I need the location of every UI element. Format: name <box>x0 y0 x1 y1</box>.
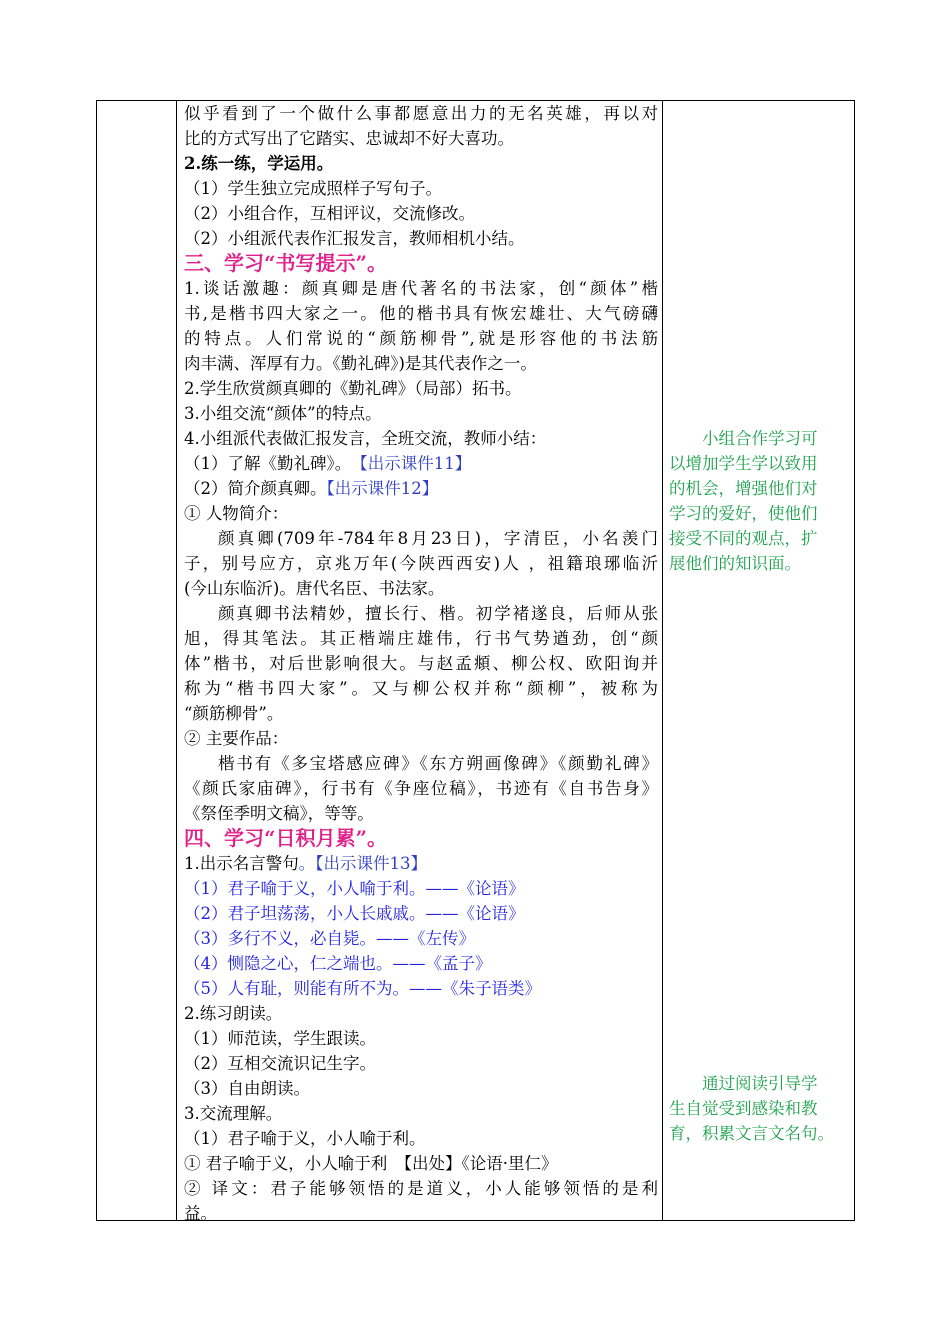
text-line: （1）君子喻于义，小人喻于利。 <box>184 1129 426 1148</box>
text-line: 的特点。人们常说的“颜筋柳骨”,就是形容他的书法筋 <box>184 329 658 348</box>
text-line: ① 君子喻于义，小人喻于利 【出处】《论语·里仁》 <box>184 1154 558 1173</box>
text-line: 1.谈话激趣：颜真卿是唐代著名的书法家，创“颜体”楷 <box>184 279 658 298</box>
lesson-table <box>96 100 855 1221</box>
text-line: 比的方式写出了它踏实、忠诚却不好大喜功。 <box>184 129 514 148</box>
text-line: （2）小组合作，互相评议，交流修改。 <box>184 204 475 223</box>
text-line: 似乎看到了一个做什么事都愿意出力的无名英雄，再以对 <box>184 104 658 123</box>
text-line: 颜真卿(709年-784年8月23日)，字清臣，小名羡门 <box>218 529 658 548</box>
text-line: 2.练一练，学运用。 <box>184 154 334 173</box>
courseware-ref: 。【出示课件13】 <box>298 854 427 873</box>
text-line: （5）人有耻，则能有所不为。——《朱子语类》 <box>184 979 541 998</box>
text-line: ① 人物简介： <box>184 504 289 523</box>
note-line: 生自觉受到感染和教 <box>669 1099 818 1118</box>
text-line: (今山东临沂)。唐代名臣、书法家。 <box>184 579 445 598</box>
note-line: 育，积累文言文名句。 <box>669 1124 834 1143</box>
courseware-ref: 【出示课件12】 <box>326 479 439 498</box>
note-line: 接受不同的观点，扩 <box>669 529 818 548</box>
section-heading: 四、学习“日积月累”。 <box>184 826 388 850</box>
text-line: （1）了解《勤礼碑》。 【出示课件11】 <box>184 454 472 473</box>
note-line: 通过阅读引导学 <box>669 1074 818 1093</box>
note-line: 学习的爱好，使他们 <box>669 504 818 523</box>
text-line: 《祭侄季明文稿》，等等。 <box>184 804 374 823</box>
text-line: ② 主要作品： <box>184 729 289 748</box>
text-line: 3.交流理解。 <box>184 1104 283 1123</box>
text-line: 书,是楷书四大家之一。他的楷书具有恢宏雄壮、大气磅礴 <box>184 304 658 323</box>
text-line: （2）简介颜真卿。【出示课件12】 <box>184 479 439 498</box>
text-line: 益。 <box>184 1204 217 1223</box>
courseware-ref: 【出示课件11】 <box>343 454 472 473</box>
notes-column <box>663 101 853 1220</box>
text-line: （3）多行不义，必自毙。——《左传》 <box>184 929 475 948</box>
text-line: 《颜氏家庙碑》，行书有《争座位稿》，书迹有《自书告身》 <box>184 779 658 798</box>
text-line: （4）恻隐之心，仁之端也。——《孟子》 <box>184 954 492 973</box>
note-line: 以增加学生学以致用 <box>669 454 818 473</box>
text-line: “颜筋柳骨”。 <box>184 704 284 723</box>
main-content-column <box>177 101 663 1223</box>
text-line: 楷书有《多宝塔感应碑》《东方朔画像碑》《颜勤礼碑》 <box>218 754 658 773</box>
text-line: 肉丰满、浑厚有力。《勤礼碑》)是其代表作之一。 <box>184 354 537 373</box>
design-note-cooperation <box>669 426 847 576</box>
text-line: 旭，得其笔法。其正楷端庄雄伟，行书气势遒劲，创“颜 <box>184 629 658 648</box>
note-line: 的机会，增强他们对 <box>669 479 818 498</box>
text-line: 4.小组派代表做汇报发言，全班交流，教师小结： <box>184 429 547 448</box>
text-line: 1.出示名言警句。【出示课件13】 <box>184 854 427 873</box>
section-heading: 三、学习“书写提示”。 <box>184 251 388 275</box>
design-note-reading <box>669 1071 847 1146</box>
text-line: 2.学生欣赏颜真卿的《勤礼碑》（局部）拓书。 <box>184 379 522 398</box>
text-line: （1）学生独立完成照样子写句子。 <box>184 179 442 198</box>
lesson-text <box>184 101 658 1226</box>
text-line: 子，别号应方，京兆万年(今陕西西安)人 ，祖籍琅琊临沂 <box>184 554 658 573</box>
text-line: （2）君子坦荡荡，小人长戚戚。——《论语》 <box>184 904 525 923</box>
text-line: ② 译文：君子能够领悟的是道义，小人能够领悟的是利 <box>184 1179 658 1198</box>
text-line: 3.小组交流“颜体”的特点。 <box>184 404 382 423</box>
text-line: 体”楷书，对后世影响很大。与赵孟頫、柳公权、欧阳询并 <box>184 654 658 673</box>
text-line: （1）君子喻于义，小人喻于利。——《论语》 <box>184 879 525 898</box>
text-line: 称为“楷书四大家”。又与柳公权并称“颜柳”，被称为 <box>184 679 658 698</box>
text-line: （2）互相交流识记生字。 <box>184 1054 376 1073</box>
note-line: 小组合作学习可 <box>669 429 818 448</box>
text-line: （3）自由朗读。 <box>184 1079 310 1098</box>
text-line: （2）小组派代表作汇报发言，教师相机小结。 <box>184 229 525 248</box>
note-line: 展他们的知识面。 <box>669 554 801 573</box>
text-line: （1）师范读，学生跟读。 <box>184 1029 376 1048</box>
text-line: 颜真卿书法精妙，擅长行、楷。初学褚遂良，后师从张 <box>218 604 658 623</box>
text-line: 2.练习朗读。 <box>184 1004 283 1023</box>
left-column <box>97 101 177 1220</box>
